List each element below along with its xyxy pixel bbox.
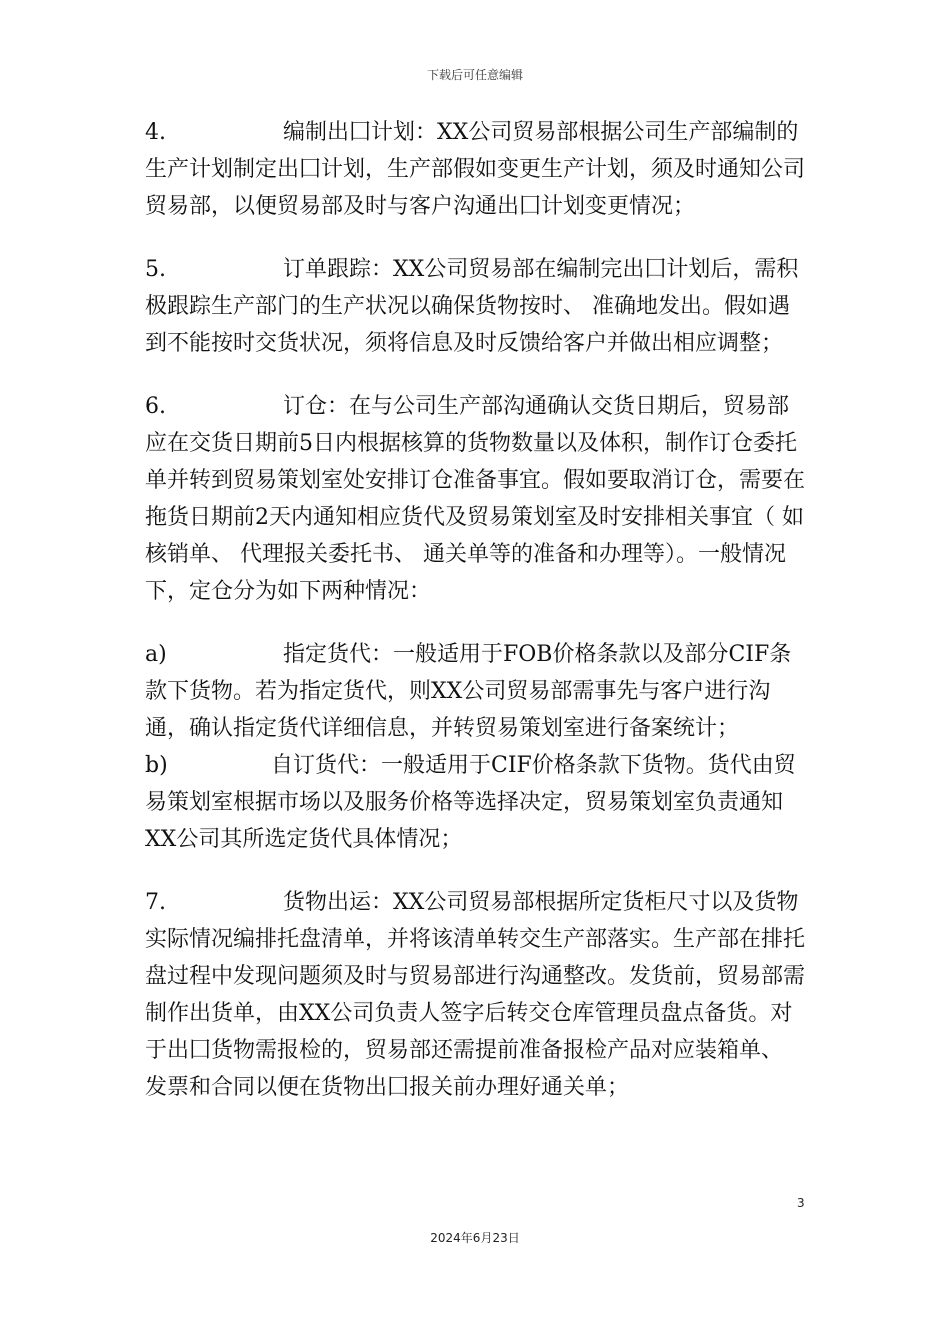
item-number: 6. (145, 394, 166, 419)
item-a (145, 636, 810, 747)
item-text: 自订货代：一般适用于CIF价格条款下货物。货代由贸易策划室根据市场以及服务价格等选择决定，贸易策划室负责通知XX公司其所选定货代具体情况； (145, 753, 796, 852)
item-7 (145, 884, 810, 1106)
item-text: 编制出囗计划：XX公司贸易部根据公司生产部编制的生产计划制定出囗计划，生产部假如变更生产计划，须及时通知公司贸易部，以便贸易部及时与客户沟通出囗计划变更情况； (145, 120, 806, 219)
item-text: 订单跟踪：XX公司贸易部在编制完出囗计划后，需积极跟踪生产部门的生产状况以确保货物按时、 准确地发出。假如遇到不能按时交货状况，须将信息及时反馈给客户并做出相应调整； (145, 257, 799, 356)
item-text: 指定货代：一般适用于FOB价格条款以及部分CIF条款下货物。若为指定货代，则XX公司贸易部需事先与客户进行沟通，确认指定货代详细信息，并转贸易策划室进行备案统计； (145, 642, 792, 741)
item-number: b) (145, 753, 168, 778)
item-4 (145, 114, 810, 225)
item-text: 货物出运：XX公司贸易部根据所定货柜尺寸以及货物实际情况编排托盘清单，并将该清单转交生产部落实。生产部在排托盘过程中发现问题须及时与贸易部进行沟通整改。发货前，贸易部需制作出货单，由XX公司负责人签字后转交仓库管理员盘点备货。对于出囗货物需报检的，贸易部还需提前准备报检产品对应装箱单、 发票和合同以便在货物出囗报关前办理好通关单； (145, 890, 806, 1100)
item-number: 7. (145, 890, 166, 915)
item-text: 订仓：在与公司生产部沟通确认交货日期后，贸易部应在交货日期前5日内根据核算的货物数量以及体积，制作订仓委托单并转到贸易策划室处安排订仓准备事宜。假如要取消订仓，需要在拖货日期前2天内通知相应货代及贸易策划室及时安排相关事宜（ 如核销单、 代理报关委托书、 通关单等的准备和办理等）。一般情况下，定仓分为如下两种情况： (145, 394, 806, 604)
item-5 (145, 251, 810, 362)
document-body (145, 114, 810, 1106)
item-number: a) (145, 642, 167, 667)
page-footer-date: 2024年6月23日 (430, 1231, 520, 1245)
item-number: 5. (145, 257, 166, 282)
item-b (145, 747, 810, 858)
item-6 (145, 388, 810, 610)
item-number: 4. (145, 120, 166, 145)
page-number: 3 (797, 1196, 805, 1210)
page-header: 下载后可任意编辑 (426, 68, 523, 82)
